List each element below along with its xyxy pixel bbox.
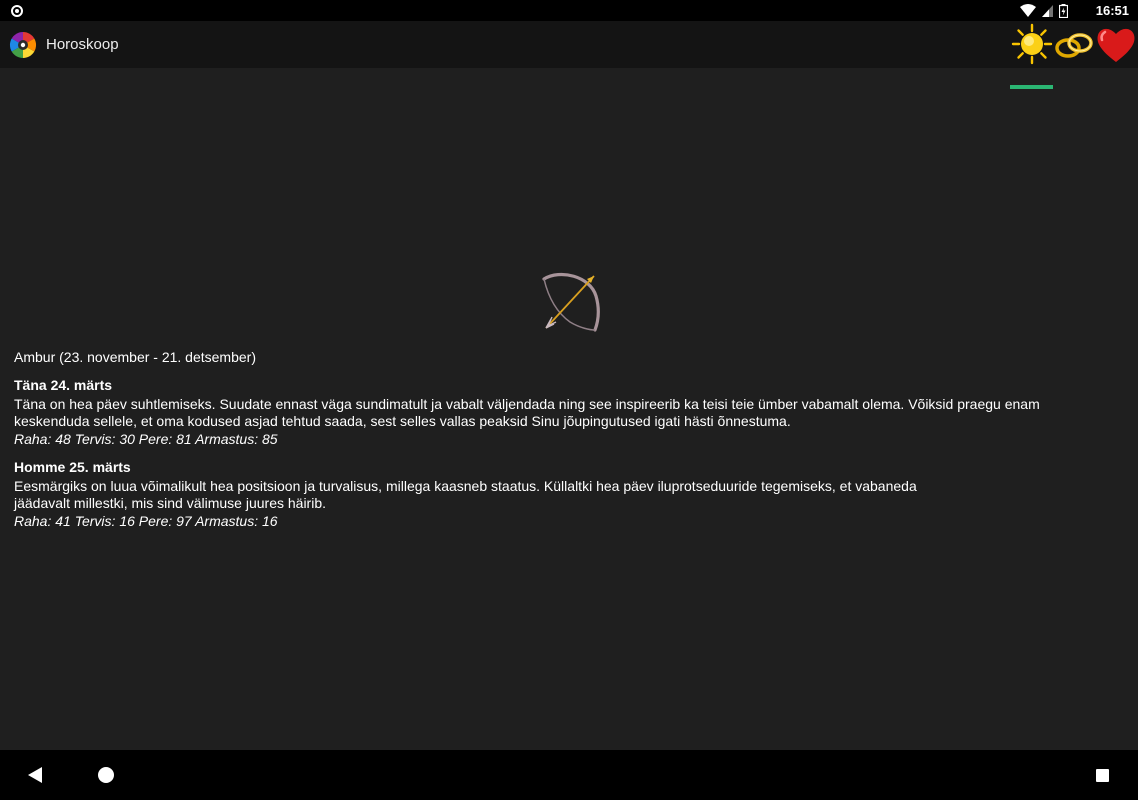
day-text <box>14 478 1074 512</box>
status-bar <box>0 0 1138 21</box>
sun-icon[interactable] <box>1010 23 1054 65</box>
day-text: Täna on hea päev suhtlemiseks. Suudate ennast väga sundimatult ja vabalt väljendada ning see inspireerib ka teisi teie ümber vabamalt olema. Võiksid praegu enam keskenduda sellele, et oma kodused asjad tehtud saada, sest selles vallas peaksid Sinu jõupingutused igati hästi õnnestuma. <box>14 396 1040 429</box>
day-text-line: jäädavalt millestki, mis sind välimuse juures häirib. <box>14 495 327 511</box>
notification-icon <box>11 5 23 17</box>
signal-icon <box>1042 5 1053 17</box>
zodiac-wheel-icon[interactable] <box>9 31 37 59</box>
selected-tab-indicator <box>1010 85 1053 89</box>
sign-line: Ambur (23. november - 21. detsember) <box>14 349 256 365</box>
day-stats: Raha: 48 Tervis: 30 Pere: 81 Armastus: 85 <box>14 431 278 447</box>
battery-icon <box>1059 4 1068 18</box>
day-text-line: Eesmärgiks on luua võimalikult hea positsioon ja turvalisus, millega kaasneb staatus. Küllaltki hea päev iluprotseduuride tegemiseks, et vabaneda <box>14 478 917 494</box>
app-title: Horoskoop <box>46 36 119 53</box>
today-block <box>14 377 1074 448</box>
heart-icon[interactable] <box>1094 23 1138 65</box>
app-bar <box>0 21 1138 68</box>
navigation-bar <box>0 750 1138 800</box>
clock: 16:51 <box>1095 3 1129 18</box>
status-icons <box>1020 3 1068 18</box>
rings-icon[interactable] <box>1052 23 1096 65</box>
tomorrow-block <box>14 459 1074 530</box>
home-icon[interactable] <box>98 767 114 783</box>
day-stats: Raha: 41 Tervis: 16 Pere: 97 Armastus: 16 <box>14 513 278 529</box>
back-icon[interactable] <box>26 766 44 784</box>
recents-icon[interactable] <box>1096 769 1109 782</box>
horoscope-content <box>14 349 1074 541</box>
day-title: Täna 24. märts <box>14 377 113 393</box>
day-title: Homme 25. märts <box>14 459 131 475</box>
sagittarius-bow-icon <box>538 272 600 334</box>
wifi-icon <box>1020 4 1036 17</box>
